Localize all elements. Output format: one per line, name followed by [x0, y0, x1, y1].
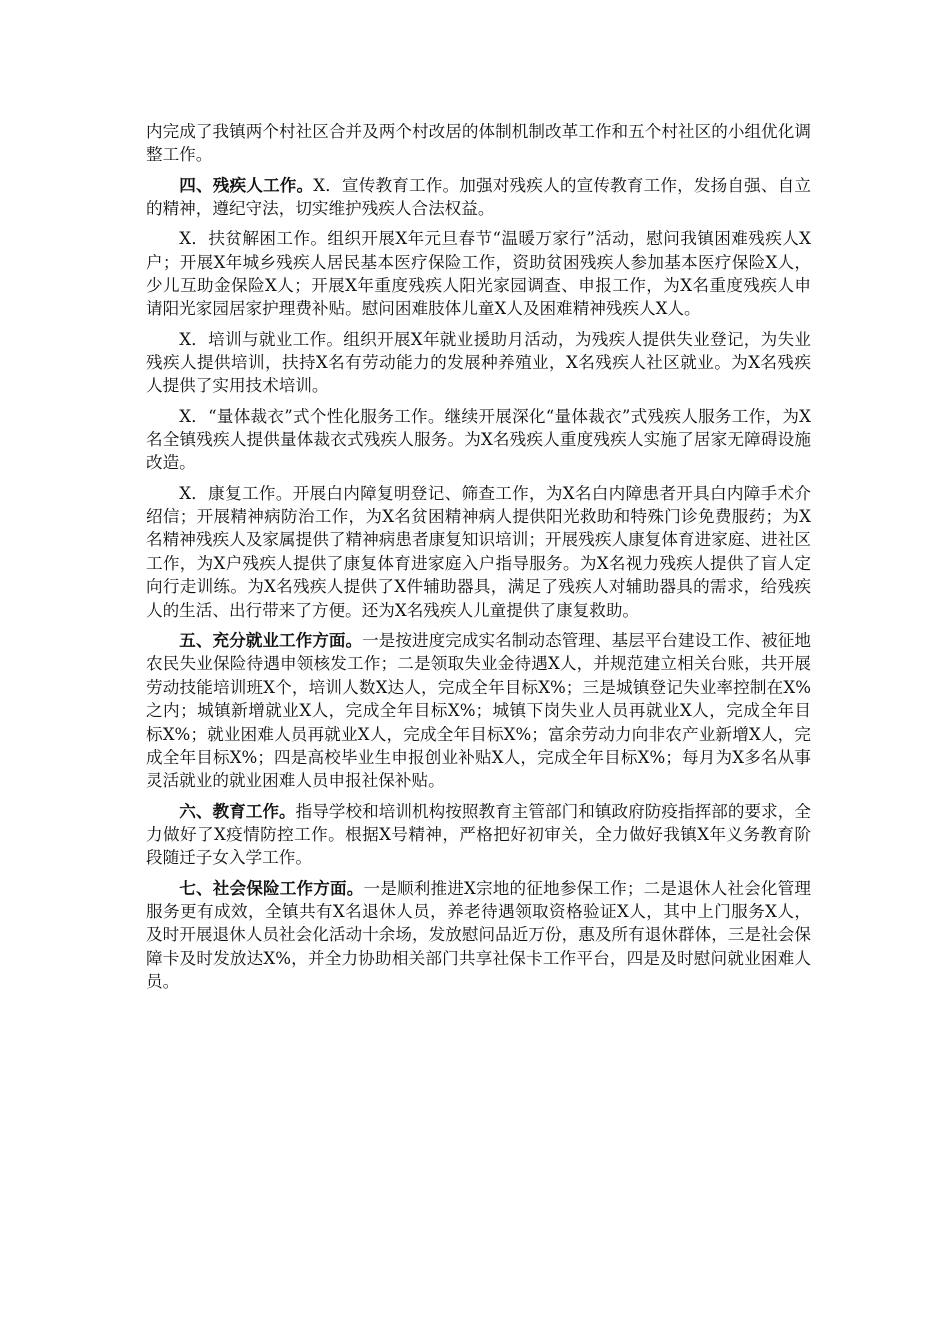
paragraph-text: 指导学校和培训机构按照教育主管部门和镇政府防疫指挥部的要求，全力做好了X疫情防控工作。根据X号精神，严格把好初审关，全力做好我镇X年义务教育阶段随迁子女入学工作。 [146, 801, 812, 868]
paragraph-disabled-work [146, 174, 811, 221]
paragraph-village-reform [146, 120, 811, 167]
section-heading-disabled-work: 四、残疾人工作。 [179, 174, 314, 195]
paragraph-training-employment [146, 328, 811, 398]
paragraph-text: X．“量体裁衣”式个性化服务工作。继续开展深化“量体裁衣”式残疾人服务工作，为X名全镇残疾人提供量体裁衣式残疾人服务。为X名残疾人重度残疾人实施了居家无障碍设施改造。 [146, 406, 811, 473]
section-heading-social-insurance: 七、社会保险工作方面。 [179, 877, 364, 898]
document-page [146, 120, 811, 1000]
paragraph-employment [146, 629, 811, 793]
paragraph-text: X．康复工作。开展白内障复明登记、筛查工作，为X名白内障患者开具白内障手术介绍信；开展精神病防治工作，为X名贫困精神病人提供阳光救助和特殊门诊免费服药；为X名精神残疾人及家属提供了精神病患者康复知识培训；开展残疾人康复体育进家庭、进社区工作，为X户残疾人提供了康复体育进家庭入户指导服务。为X名视力残疾人提供了盲人定向行走训练。为X名残疾人提供了X件辅助器具，满足了残疾人对辅助器具的需求，给残疾人的生活、出行带来了方便。还为X名残疾人儿童提供了康复救助。 [146, 483, 811, 620]
paragraph-poverty-relief [146, 227, 811, 321]
paragraph-text: 一是顺利推进X宗地的征地参保工作；二是退休人社会化管理服务更有成效，全镇共有X名退休人员，养老待遇领取资格验证X人，其中上门服务X人，及时开展退休人员社会化活动十余场，发放慰问品近万份，惠及所有退休群体，三是社会保障卡及时发放达X%，并全力协助相关部门共享社保卡工作平台，四是及时慰问就业困难人员。 [146, 878, 812, 992]
paragraph-education [146, 800, 811, 870]
paragraph-text: 内完成了我镇两个村社区合并及两个村改居的体制机制改革工作和五个村社区的小组优化调整工作。 [146, 122, 811, 165]
paragraph-text: X．宣传教育工作。加强对残疾人的宣传教育工作，发扬自强、自立的精神，遵纪守法，切实维护残疾人合法权益。 [146, 175, 812, 219]
paragraph-social-insurance [146, 877, 811, 994]
section-heading-employment: 五、充分就业工作方面。 [179, 629, 363, 650]
paragraph-text: X．扶贫解困工作。组织开展X年元旦春节“温暖万家行”活动，慰问我镇困难残疾人X户；开展X年城乡残疾人居民基本医疗保险工作，资助贫困残疾人参加基本医疗保险X人，少儿互助金保险X人；开展X年重度残疾人阳光家园调查、申报工作，为X名重度残疾人申请阳光家园居家护理费补贴。慰问困难肢体儿童X人及困难精神残疾人X人。 [146, 229, 811, 319]
paragraph-rehabilitation [146, 482, 811, 622]
paragraph-personalized-service [146, 405, 811, 475]
paragraph-text: 一是按进度完成实名制动态管理、基层平台建设工作、被征地农民失业保险待遇申领核发工作；二是领取失业金待遇X人，并规范建立相关台账，共开展劳动技能培训班X个，培训人数X达人，完成全年目标X%；三是城镇登记失业率控制在X%之内；城镇新增就业X人，完成全年目标X%；城镇下岗失业人员再就业X人，完成全年目标X%；就业困难人员再就业X人，完成全年目标X%；富余劳动力向非农产业新增X人，完成全年目标X%；四是高校毕业生申报创业补贴X人，完成全年目标X%；每月为X多名从事灵活就业的就业困难人员申报社保补贴。 [146, 630, 812, 791]
section-heading-education: 六、教育工作。 [179, 800, 296, 821]
paragraph-text: X．培训与就业工作。组织开展X年就业援助月活动，为残疾人提供失业登记，为失业残疾人提供培训，扶持X名有劳动能力的发展种养殖业，X名残疾人社区就业。为X名残疾人提供了实用技术培训。 [146, 329, 811, 396]
